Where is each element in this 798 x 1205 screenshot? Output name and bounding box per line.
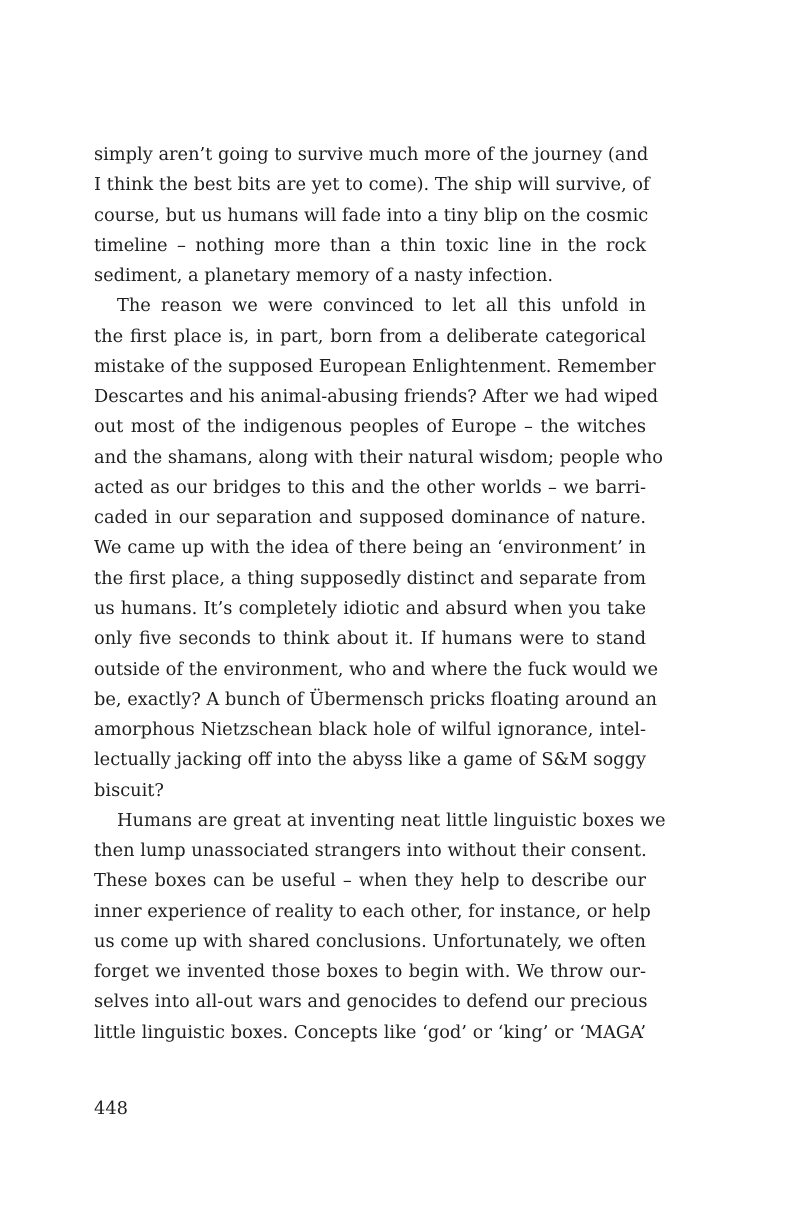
text-line: little linguistic boxes. Concepts like ‘god’ or ‘king’ or ‘MAGA’ [94,1021,646,1043]
text-line: the first place, a thing supposedly distinct and separate from [94,567,646,589]
text-line: lectually jacking off into the abyss like a game of S&M soggy [94,749,646,771]
body-text [94,140,666,1048]
paragraph [94,291,663,806]
text-line: simply aren’t going to survive much more of the journey (and [94,144,649,165]
text-line: amorphous Nietzschean black hole of wilful ignorance, intel- [94,719,646,741]
text-line: caded in our separation and supposed dominance of nature. [94,507,646,529]
text-line: be, exactly? A bunch of Übermensch pricks floating around an [94,688,657,710]
text-line: us come up with shared conclusions. Unfortunately, we often [94,930,646,952]
text-line: mistake of the supposed European Enlightenment. Remember [94,355,656,377]
text-line: course, but us humans will fade into a tiny blip on the cosmic [94,204,649,226]
text-line: I think the best bits are yet to come). The ship will survive, of [94,174,650,196]
text-line: the first place is, in part, born from a deliberate categorical [94,325,646,347]
text-line: Descartes and his animal-abusing friends? After we had wiped [94,386,659,408]
text-line: These boxes can be useful – when they help to describe our [94,870,646,892]
paragraph [94,806,666,1048]
text-line: selves into all-out wars and genocides to defend our precious [94,991,648,1013]
text-line: We came up with the idea of there being an ‘environment’ in [94,537,646,559]
text-line: and the shamans, along with their natural wisdom; people who [94,446,663,468]
text-line: Humans are great at inventing neat little linguistic boxes we [117,809,666,831]
text-line: biscuit? [94,779,164,801]
text-line: us humans. It’s completely idiotic and absurd when you take [94,597,646,619]
paragraph [94,140,650,291]
text-line: only five seconds to think about it. If humans were to stand [94,628,646,650]
page-number: 448 [94,1098,128,1119]
text-line: The reason we were convinced to let all this unfold in [117,295,646,317]
text-line: timeline – nothing more than a thin toxic line in the rock [94,234,646,256]
text-line: outside of the environment, who and where the fuck would we [94,658,659,680]
text-line: out most of the indigenous peoples of Europe – the witches [94,416,646,438]
text-line: inner experience of reality to each other, for instance, or help [94,900,651,922]
text-line: forget we invented those boxes to begin with. We throw our- [94,961,646,983]
text-line: acted as our bridges to this and the other worlds – we barri- [94,476,646,498]
text-line: then lump unassociated strangers into without their consent. [94,840,647,862]
text-line: sediment, a planetary memory of a nasty infection. [94,265,554,287]
